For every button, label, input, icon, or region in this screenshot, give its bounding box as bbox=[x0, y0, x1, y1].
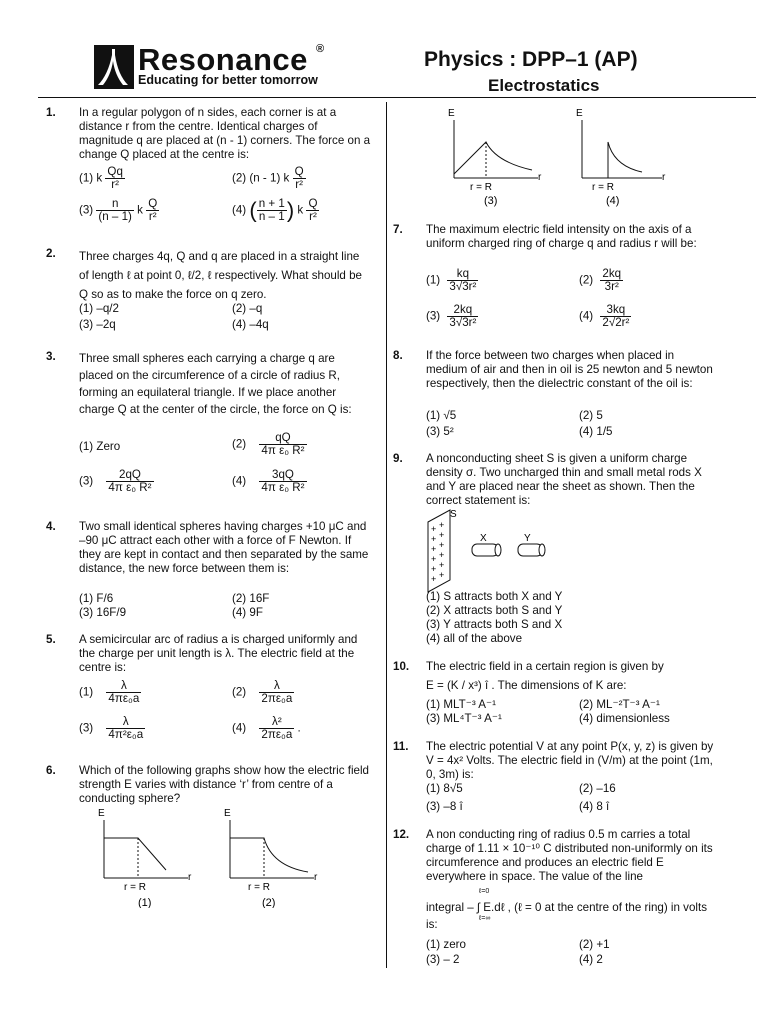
numerator: λ bbox=[120, 679, 127, 692]
fraction bbox=[259, 432, 306, 457]
option-1: (1) √5 bbox=[426, 409, 457, 422]
question-number: 9. bbox=[393, 452, 403, 465]
option-4 bbox=[232, 198, 319, 223]
fraction bbox=[447, 304, 478, 329]
denominator: 2πε₀a bbox=[261, 728, 293, 741]
option-label: (3) bbox=[79, 203, 94, 217]
option-2: (2) +1 bbox=[579, 938, 610, 951]
denominator: n – 1 bbox=[257, 210, 287, 223]
numerator: Q bbox=[294, 165, 304, 178]
graph-label: (3) bbox=[484, 195, 498, 207]
question-number: 12. bbox=[393, 828, 410, 841]
rod-y-label: Y bbox=[524, 533, 531, 544]
plus-sign: + bbox=[431, 574, 437, 584]
graph-2 bbox=[216, 804, 332, 908]
plus-sign: + bbox=[439, 570, 445, 580]
option-label: (4) bbox=[232, 203, 247, 217]
field-curve bbox=[104, 838, 166, 870]
period: . bbox=[297, 721, 301, 735]
axis-label-e: E bbox=[224, 808, 231, 819]
option-label: (3) bbox=[426, 309, 441, 323]
option-1 bbox=[426, 268, 478, 293]
plus-sign: + bbox=[431, 544, 437, 554]
question-number: 5. bbox=[46, 633, 56, 646]
denominator: r² bbox=[306, 210, 319, 223]
question-number: 10. bbox=[393, 660, 410, 673]
option-1: (1) –q/2 bbox=[79, 302, 119, 315]
option-4: (4) 1/5 bbox=[579, 425, 613, 438]
option-3 bbox=[79, 469, 154, 494]
question-text: The maximum electric field intensity on the axis of a uniform charged ring of charge q and radius r will be: bbox=[426, 223, 697, 250]
constant-k: k bbox=[137, 203, 143, 217]
plus-sign: + bbox=[439, 550, 445, 560]
constant-k: k bbox=[297, 203, 304, 217]
option-label: (2) bbox=[232, 437, 247, 451]
option-3 bbox=[79, 198, 159, 223]
option-label: (4) bbox=[232, 474, 247, 488]
option-4: (4) 9F bbox=[232, 606, 263, 619]
denominator: r² bbox=[105, 178, 124, 191]
option-2 bbox=[232, 432, 307, 457]
fraction bbox=[146, 198, 159, 223]
plus-sign: + bbox=[431, 554, 437, 564]
option-4: (4) –4q bbox=[232, 318, 269, 331]
fraction bbox=[259, 716, 294, 741]
option-4 bbox=[579, 304, 631, 329]
option-label: (1) k bbox=[79, 171, 103, 185]
option-label: (2) bbox=[232, 685, 247, 699]
axis-label-r: r bbox=[314, 872, 318, 883]
plus-sign: + bbox=[439, 560, 445, 570]
question-text: The electric field in a certain region is given by bbox=[426, 660, 664, 673]
question-number: 6. bbox=[46, 764, 56, 777]
denominator: 3√3r² bbox=[449, 280, 477, 293]
denominator: 4π²ε₀a bbox=[108, 728, 144, 741]
option-1: (1) MLT⁻³ A⁻¹ bbox=[426, 698, 496, 711]
axis-label-e: E bbox=[448, 108, 455, 119]
graph-label: (1) bbox=[138, 897, 152, 908]
option-label: (1) bbox=[426, 273, 441, 287]
rod-x bbox=[472, 544, 498, 556]
option-2: (2) –16 bbox=[579, 782, 616, 795]
option-4 bbox=[232, 716, 301, 741]
denominator: (n – 1) bbox=[98, 210, 132, 223]
question-number: 11. bbox=[393, 740, 409, 753]
numerator: Q bbox=[308, 197, 318, 210]
fraction bbox=[106, 469, 153, 494]
question-text: Three small spheres each carrying a charge q are placed on the circumference of a circle of radius R, forming an equilateral triangle. If we place another charge Q at the center of the circle, the force on Q is: bbox=[79, 352, 352, 416]
graph-1 bbox=[90, 804, 206, 908]
denominator: r² bbox=[293, 178, 306, 191]
question-number: 4. bbox=[46, 520, 56, 533]
rod-x-label: X bbox=[480, 533, 487, 544]
denominator: 4π ε₀ R² bbox=[261, 444, 305, 457]
option-3: (3) – 2 bbox=[426, 953, 460, 966]
axis-label-r: r bbox=[188, 872, 192, 883]
sheet-rods-diagram bbox=[420, 508, 560, 594]
option-3 bbox=[426, 304, 478, 329]
radius-label: r = R bbox=[592, 182, 614, 193]
question-text: Which of the following graphs show how the electric field strength E varies with distance ‘r’ from centre of a conducting sphere? bbox=[79, 764, 369, 805]
plus-sign: + bbox=[431, 524, 437, 534]
page-title: Physics : DPP–1 (AP) bbox=[424, 48, 638, 71]
fraction bbox=[600, 268, 623, 293]
fraction bbox=[306, 198, 319, 223]
rod-y bbox=[518, 544, 542, 556]
option-4: (4) dimensionless bbox=[579, 712, 670, 725]
plus-sign: + bbox=[431, 534, 437, 544]
option-label: (2) (n - 1) k bbox=[232, 171, 290, 185]
fraction bbox=[105, 166, 124, 191]
question-number: 2. bbox=[46, 247, 56, 260]
numerator: 3kq bbox=[606, 303, 626, 316]
option-4: (4) all of the above bbox=[426, 632, 523, 645]
fraction bbox=[259, 469, 306, 494]
registered-mark: ® bbox=[316, 43, 325, 55]
header-divider bbox=[38, 97, 756, 98]
option-label: (4) bbox=[579, 309, 594, 323]
question-text: The electric potential V at any point P(x, y, z) is given by V = 4x² Volts. The electric field in (V/m) at the point (1m, 0, 3m) is: bbox=[426, 740, 714, 781]
option-label: (1) bbox=[79, 685, 94, 699]
option-2: (2) 16F bbox=[232, 592, 270, 605]
brand-tagline: Educating for better tomorrow bbox=[138, 73, 318, 87]
numerator: 3qQ bbox=[272, 468, 294, 481]
fraction bbox=[600, 304, 631, 329]
brand-name: Resonance bbox=[138, 42, 308, 77]
field-curve bbox=[230, 838, 308, 872]
graph-3 bbox=[444, 104, 554, 208]
numerator: n + 1 bbox=[258, 197, 285, 210]
graph-label: (2) bbox=[262, 897, 276, 908]
radius-label: r = R bbox=[248, 882, 270, 893]
fraction bbox=[259, 680, 294, 705]
logo-mark-icon bbox=[94, 45, 134, 89]
rod-x-end bbox=[495, 544, 501, 556]
fraction bbox=[257, 198, 287, 223]
numerator: λ bbox=[122, 715, 129, 728]
field-curve bbox=[454, 142, 532, 174]
sheet-label: S bbox=[450, 509, 457, 520]
option-2 bbox=[232, 680, 294, 705]
option-2: (2) X attracts both S and Y bbox=[426, 604, 563, 617]
plus-sign: + bbox=[439, 520, 445, 530]
graph-4 bbox=[572, 104, 682, 208]
axis-label-e: E bbox=[98, 808, 105, 819]
integral-upper-limit: ℓ=0 bbox=[479, 888, 490, 895]
option-1: (1) F/6 bbox=[79, 592, 114, 605]
field-formula: E = (K / x³) î . The dimensions of K are: bbox=[426, 679, 627, 692]
numerator: Q bbox=[148, 197, 158, 210]
fraction bbox=[106, 680, 141, 705]
option-1 bbox=[79, 166, 125, 191]
question-text: If the force between two charges when placed in medium of air and then in oil is 25 newton and 5 newton respectively, then the dielectric constant of the oil is: bbox=[426, 349, 713, 390]
denominator: 4π ε₀ R² bbox=[261, 481, 305, 494]
fraction bbox=[106, 716, 145, 741]
numerator: kq bbox=[456, 267, 470, 280]
resonance-logo bbox=[94, 45, 134, 89]
option-3 bbox=[79, 716, 145, 741]
axis-label-r: r bbox=[662, 172, 666, 183]
question-number: 3. bbox=[46, 350, 56, 363]
question-text: Two small identical spheres having charges +10 μC and –90 μC attract each other with a force of F Newton. If they are kept in contact and then separated by the same distance, the new force between them is: bbox=[79, 520, 369, 575]
option-2: (2) ML⁻²T⁻³ A⁻¹ bbox=[579, 698, 660, 711]
option-2 bbox=[579, 268, 623, 293]
option-2: (2) 5 bbox=[579, 409, 603, 422]
option-label: (2) bbox=[579, 273, 594, 287]
question-text: Three charges 4q, Q and q are placed in a straight line of length ℓ at point 0, ℓ/2, ℓ respectively. What should be Q so as to make the force on q zero. bbox=[79, 250, 362, 301]
option-3: (3) –2q bbox=[79, 318, 116, 331]
option-1: (1) zero bbox=[426, 938, 466, 951]
numerator: n bbox=[111, 197, 119, 210]
radius-label: r = R bbox=[470, 182, 492, 193]
question-number: 7. bbox=[393, 223, 403, 236]
field-curve bbox=[608, 142, 642, 178]
axis-label-e: E bbox=[576, 108, 583, 119]
radius-label: r = R bbox=[124, 882, 146, 893]
option-2: (2) –q bbox=[232, 302, 263, 315]
question-text: In a regular polygon of n sides, each corner is at a distance r from the centre. Identical charges of magnitude q are placed at (n - 1) corners. The force on a change Q placed at the centre is: bbox=[79, 106, 371, 161]
numerator: λ bbox=[273, 679, 280, 692]
denominator: 2√2r² bbox=[602, 316, 630, 329]
option-4: (4) 2 bbox=[579, 953, 603, 966]
page-subtitle: Electrostatics bbox=[488, 76, 600, 95]
axis-label-r: r bbox=[538, 172, 542, 183]
option-3: (3) 5² bbox=[426, 425, 454, 438]
option-label: (4) bbox=[232, 721, 247, 735]
question-text: A semicircular arc of radius a is charged uniformly and the charge per unit length is λ. The electric field at the centre is: bbox=[79, 633, 358, 674]
paren-close: ) bbox=[286, 197, 295, 223]
option-1: (1) 8√5 bbox=[426, 782, 463, 795]
option-1: (1) S attracts both X and Y bbox=[426, 590, 563, 603]
fraction bbox=[447, 268, 478, 293]
option-label: (3) bbox=[79, 721, 94, 735]
option-3: (3) –8 î bbox=[426, 800, 463, 813]
numerator: Qq bbox=[107, 165, 123, 178]
fraction bbox=[96, 198, 134, 223]
fraction bbox=[293, 166, 306, 191]
option-4 bbox=[232, 469, 307, 494]
graph-label: (4) bbox=[606, 195, 620, 207]
column-divider bbox=[386, 102, 387, 968]
numerator: 2kq bbox=[602, 267, 622, 280]
rod-y-end bbox=[539, 544, 545, 556]
denominator: 3r² bbox=[600, 280, 623, 293]
option-1: (1) Zero bbox=[79, 440, 121, 453]
option-3: (3) ML⁴T⁻³ A⁻¹ bbox=[426, 712, 502, 725]
denominator: 3√3r² bbox=[449, 316, 477, 329]
plus-sign: + bbox=[431, 564, 437, 574]
option-label: (3) bbox=[79, 474, 94, 488]
numerator: 2qQ bbox=[119, 468, 141, 481]
option-4: (4) 8 î bbox=[579, 800, 610, 813]
option-3: (3) Y attracts both S and X bbox=[426, 618, 563, 631]
question-number: 1. bbox=[46, 106, 56, 119]
question-text: A non conducting ring of radius 0.5 m carries a total charge of 1.11 × 10⁻¹⁰ C distributed non-uniformly on its circumference and produces an electric field E everywhere in space. The value of the line bbox=[426, 828, 713, 883]
plus-sign: + bbox=[439, 530, 445, 540]
numerator: 2kq bbox=[453, 303, 473, 316]
option-3: (3) 16F/9 bbox=[79, 606, 127, 619]
numerator: λ² bbox=[272, 715, 282, 728]
denominator: r² bbox=[146, 210, 159, 223]
plus-sign: + bbox=[439, 540, 445, 550]
paren-open: ( bbox=[249, 197, 257, 223]
question-number: 8. bbox=[393, 349, 403, 362]
question-text: A nonconducting sheet S is given a uniform charge density σ. Two uncharged thin and small metal rods X and Y are placed near the sheet as shown. Then the correct statement is: bbox=[426, 452, 702, 507]
numerator: qQ bbox=[275, 431, 291, 444]
denominator: 2πε₀a bbox=[261, 692, 293, 705]
option-1 bbox=[79, 680, 141, 705]
integral-lower-limit: ℓ=∞ bbox=[479, 915, 491, 922]
option-2 bbox=[232, 166, 306, 191]
integral-expression: integral – ∫ E.dℓ , (ℓ = 0 at the centre of the ring) in volts is: bbox=[426, 901, 708, 931]
denominator: 4πε₀a bbox=[108, 692, 140, 705]
denominator: 4π ε₀ R² bbox=[108, 481, 152, 494]
